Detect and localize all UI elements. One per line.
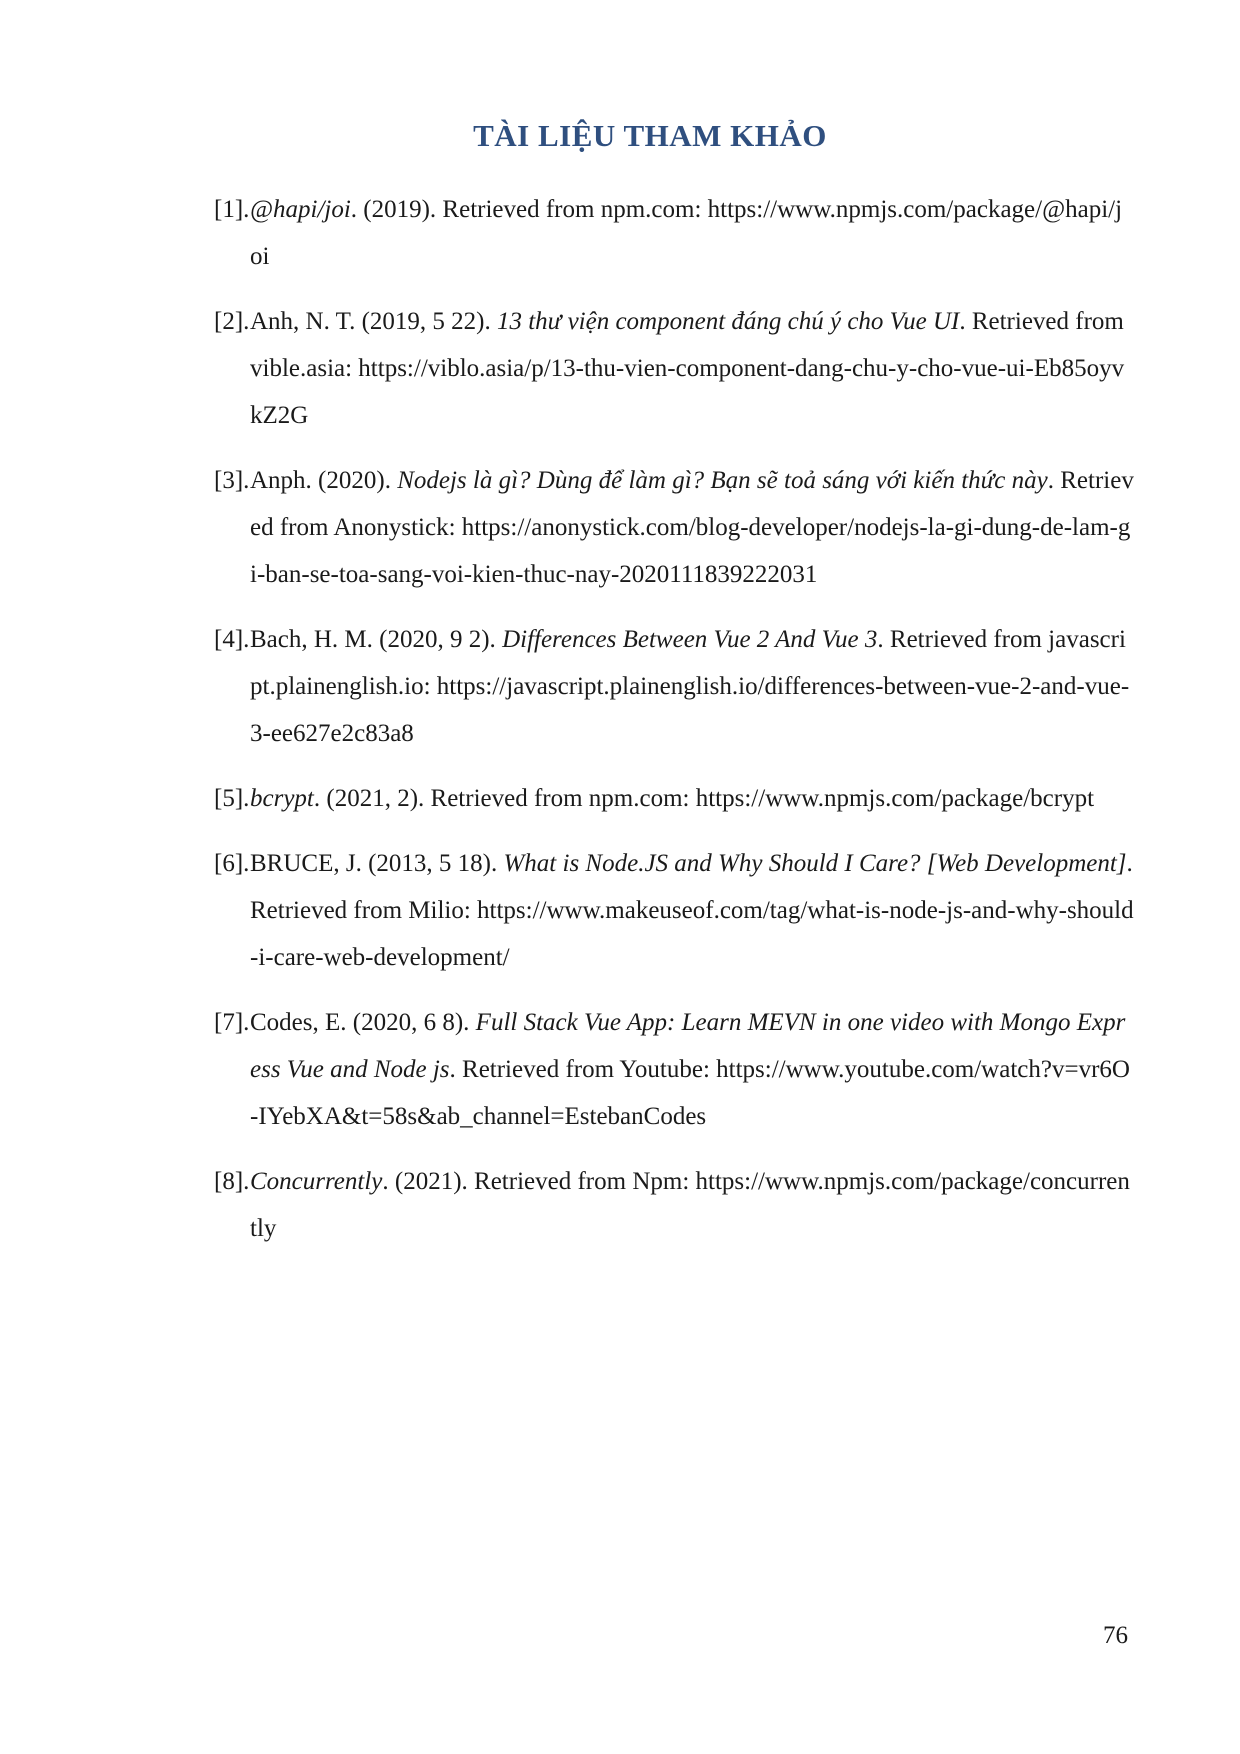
reference-title: What is Node.JS and Why Should I Care? [Web Development] — [503, 850, 1127, 877]
page-title: TÀI LIỆU THAM KHẢO — [473, 118, 827, 153]
reference-item — [214, 775, 1134, 822]
reference-number: [2]. — [214, 308, 250, 335]
reference-title: bcrypt — [250, 785, 314, 812]
reference-source: . Retrieved from Anonystick: https://anonystick.com/blog-developer/nodejs-la-gi-dung-de-lam-gi-ban-se-toa-sang-voi-kien-thuc-nay-2020111839222031 — [250, 467, 1134, 588]
reference-item — [214, 298, 1134, 439]
reference-title: 13 thư viện component đáng chú ý cho Vue UI — [496, 308, 960, 335]
reference-number: [7]. — [214, 1009, 250, 1036]
reference-title: Nodejs là gì? Dùng để làm gì? Bạn sẽ toả sáng với kiến thức này — [397, 467, 1048, 494]
reference-source: . Retrieved from vible.asia: https://viblo.asia/p/13-thu-vien-component-dang-chu-y-cho-vue-ui-Eb85oyvkZ2G — [250, 308, 1125, 429]
reference-source: . Retrieved from javascript.plainenglish.io: https://javascript.plainenglish.io/differences-between-vue-2-and-vue-3-ee627e2c83a8 — [250, 626, 1130, 747]
reference-title: @hapi/joi — [250, 196, 351, 223]
reference-item — [214, 186, 1134, 280]
reference-source: . Retrieved from Youtube: https://www.youtube.com/watch?v=vr6O-IYebXA&t=58s&ab_channel=EstebanCodes — [250, 1056, 1130, 1130]
reference-title: Full Stack Vue App: Learn MEVN in one video with Mongo Express Vue and Node js — [250, 1009, 1126, 1083]
reference-number: [1]. — [214, 196, 250, 223]
reference-source: . (2019). Retrieved from npm.com: https://www.npmjs.com/package/@hapi/joi — [250, 196, 1123, 270]
reference-number: [3]. — [214, 467, 250, 494]
reference-source: . Retrieved from Milio: https://www.makeuseof.com/tag/what-is-node-js-and-why-should-i-care-web-development/ — [250, 850, 1134, 971]
reference-author: Codes, E. (2020, 6 8). — [250, 1009, 476, 1036]
reference-title: Concurrently — [250, 1168, 383, 1195]
reference-author: Anph. (2020). — [250, 467, 398, 494]
reference-number: [4]. — [214, 626, 250, 653]
reference-list — [214, 186, 1134, 1270]
reference-item — [214, 616, 1134, 757]
reference-author: Anh, N. T. (2019, 5 22). — [250, 308, 497, 335]
reference-number: [5]. — [214, 785, 250, 812]
reference-title: Differences Between Vue 2 And Vue 3 — [502, 626, 878, 653]
reference-item — [214, 840, 1134, 981]
reference-number: [6]. — [214, 850, 250, 877]
reference-source: . (2021). Retrieved from Npm: https://www.npmjs.com/package/concurrently — [250, 1168, 1130, 1242]
reference-author: Bach, H. M. (2020, 9 2). — [250, 626, 503, 653]
reference-author: BRUCE, J. (2013, 5 18). — [250, 850, 504, 877]
reference-number: [8]. — [214, 1168, 250, 1195]
reference-item — [214, 999, 1134, 1140]
reference-item — [214, 457, 1134, 598]
reference-item — [214, 1158, 1134, 1252]
reference-source: . (2021, 2). Retrieved from npm.com: https://www.npmjs.com/package/bcrypt — [313, 785, 1095, 812]
page-number: 76 — [1103, 1622, 1128, 1649]
